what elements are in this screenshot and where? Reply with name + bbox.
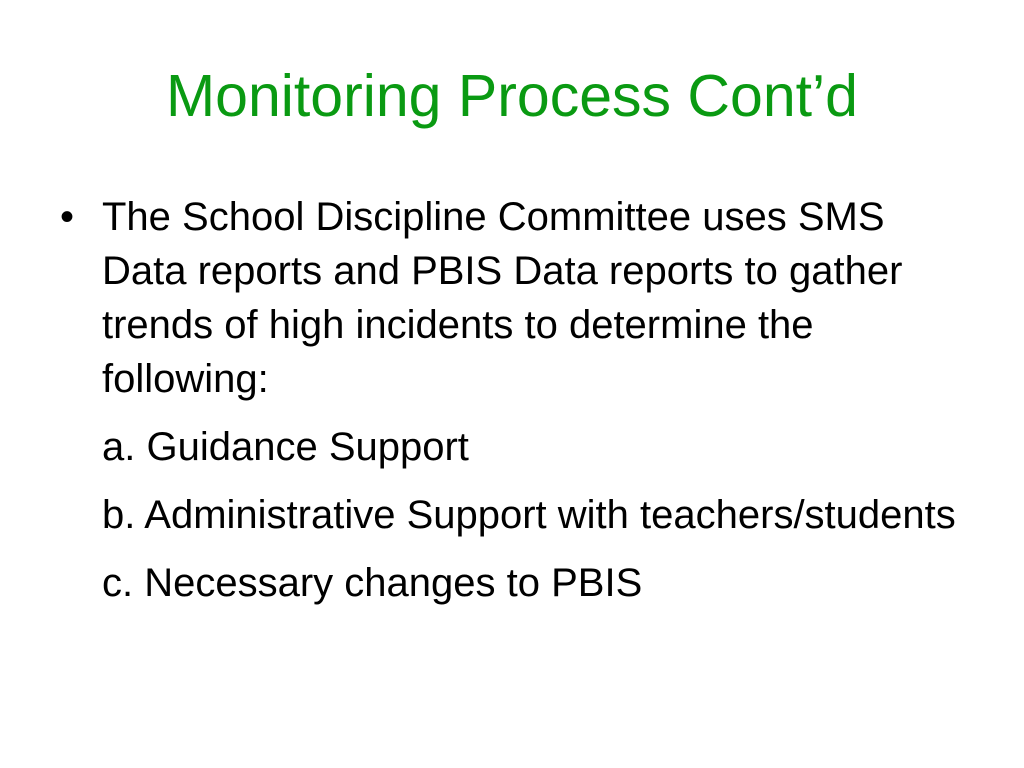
sub-item-b: b. Administrative Support with teachers/students (102, 493, 956, 537)
slide-body (58, 190, 958, 610)
slide-title: Monitoring Process Cont’d (166, 63, 858, 129)
bullet-text: The School Discipline Committee uses SMS Data reports and PBIS Data reports to gather trends of high incidents to determine the following: (102, 195, 903, 401)
bullet-item (58, 190, 958, 406)
sub-item-c: c. Necessary changes to PBIS (102, 561, 643, 605)
bullet-icon: • (60, 195, 75, 239)
sub-item-a: a. Guidance Support (102, 425, 469, 469)
